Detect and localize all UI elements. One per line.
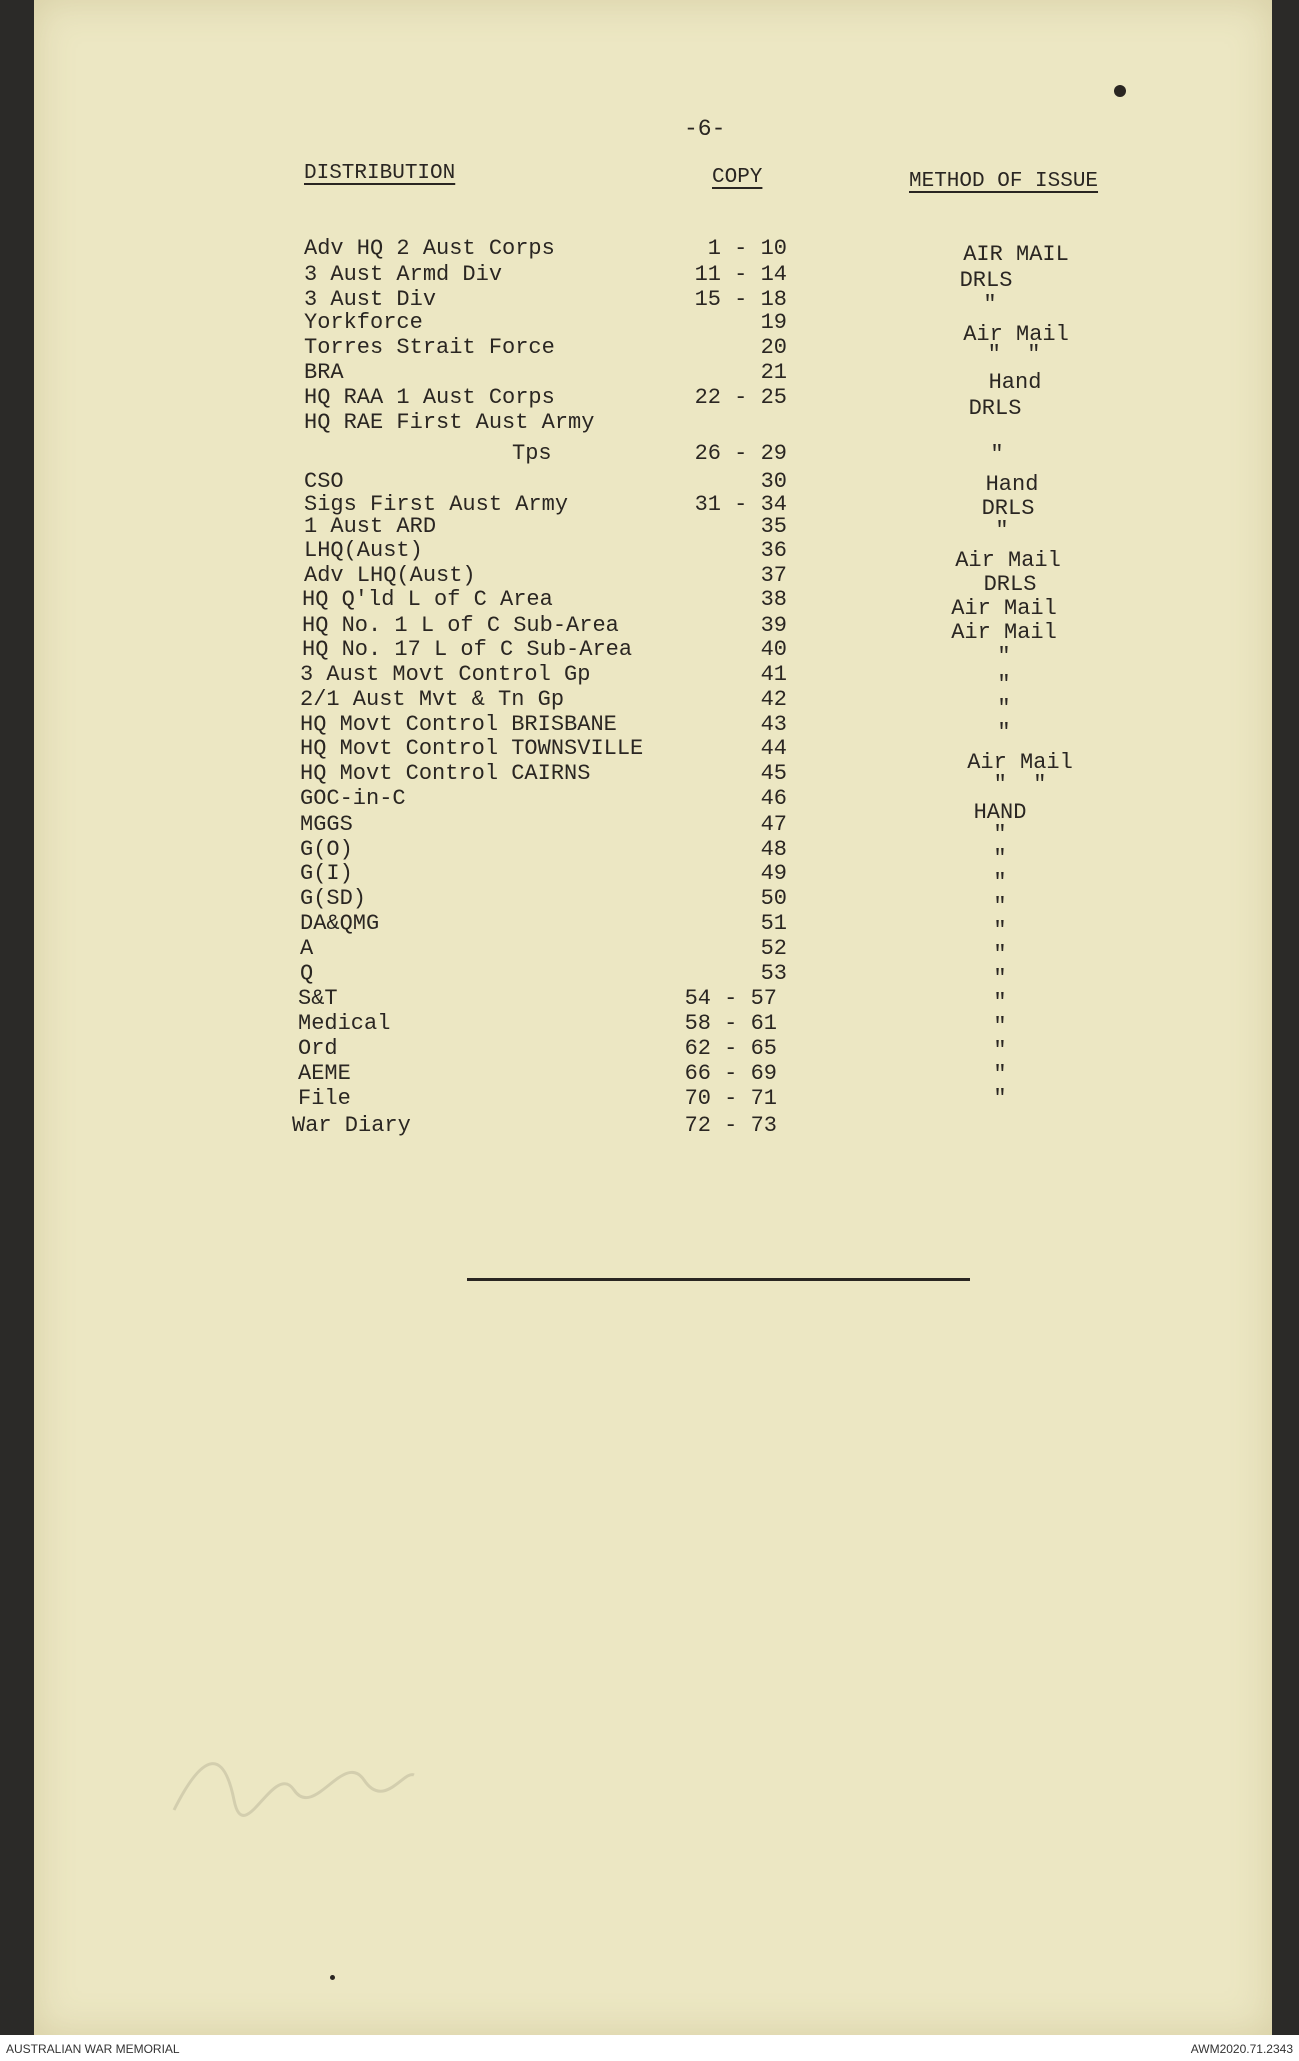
distribution-name: Adv LHQ(Aust)	[304, 563, 476, 588]
copy-range: 51	[760, 911, 787, 936]
ink-dot	[330, 1975, 335, 1980]
distribution-name: BRA	[304, 360, 344, 385]
faint-signature-graphic	[164, 1730, 424, 1840]
distribution-name: CSO	[304, 469, 344, 494]
copy-range: 15 - 18	[694, 287, 787, 312]
distribution-name: 3 Aust Armd Div	[304, 262, 503, 287]
distribution-name: Sigs First Aust Army	[304, 492, 569, 517]
copy-range: 37	[760, 563, 787, 588]
copy-range: 19	[760, 310, 787, 335]
distribution-name: HQ RAE First Aust Army	[304, 410, 595, 435]
copy-range: 42	[760, 687, 787, 712]
distribution-name: 3 Aust Div	[304, 287, 437, 312]
copy-range: 44	[760, 736, 787, 761]
copy-range: 50	[760, 886, 787, 911]
distribution-name: HQ Movt Control TOWNSVILLE	[300, 736, 644, 761]
copy-range: 72 - 73	[684, 1113, 777, 1138]
issue-method: "	[993, 1086, 1007, 1111]
issue-method: "	[993, 918, 1007, 943]
copy-range: 11 - 14	[694, 262, 787, 287]
copy-range: 54 - 57	[684, 986, 777, 1011]
distribution-name: 1 Aust ARD	[304, 514, 437, 539]
copy-range: 49	[760, 861, 787, 886]
issue-method: Air Mail	[955, 548, 1061, 573]
copy-range: 66 - 69	[684, 1061, 777, 1086]
issue-method: Air Mail	[963, 322, 1069, 347]
issue-method: "	[983, 292, 997, 317]
distribution-name: G(SD)	[300, 886, 367, 911]
distribution-name: HQ Q'ld L of C Area	[302, 587, 553, 612]
copy-range: 31 - 34	[694, 492, 787, 517]
issue-method: Air Mail	[951, 596, 1057, 621]
distribution-name: HQ Movt Control CAIRNS	[300, 761, 591, 786]
archive-footer	[0, 2035, 1299, 2061]
copy-range: 58 - 61	[684, 1011, 777, 1036]
copy-range: 46	[760, 786, 787, 811]
copy-range: 62 - 65	[684, 1036, 777, 1061]
distribution-name: HQ No. 17 L of C Sub-Area	[302, 637, 633, 662]
issue-method: "	[993, 846, 1007, 871]
issue-method: " "	[987, 342, 1041, 367]
copy-range: 30	[760, 469, 787, 494]
issue-method: Air Mail	[951, 620, 1057, 645]
end-rule	[467, 1278, 970, 1281]
distribution-name: Torres Strait Force	[304, 335, 555, 360]
copy-range: 40	[760, 637, 787, 662]
copy-range: 52	[760, 936, 787, 961]
issue-method: Hand	[985, 472, 1039, 497]
distribution-name: Tps	[512, 441, 552, 466]
distribution-name: HQ No. 1 L of C Sub-Area	[302, 613, 619, 638]
issue-method: "	[993, 894, 1007, 919]
issue-method: " "	[993, 772, 1047, 797]
copy-range: 22 - 25	[694, 385, 787, 410]
method-header: METHOD OF ISSUE	[909, 170, 1099, 193]
distribution-name: LHQ(Aust)	[304, 538, 423, 563]
issue-method: DRLS	[981, 496, 1035, 521]
issue-method: "	[993, 822, 1007, 847]
issue-method: DRLS	[968, 396, 1022, 421]
distribution-name: DA&QMG	[300, 911, 380, 936]
distribution-name: AEME	[298, 1061, 351, 1086]
copy-range: 21	[760, 360, 787, 385]
copy-range: 20	[760, 335, 787, 360]
distribution-name: GOC-in-C	[300, 786, 406, 811]
copy-header: COPY	[712, 166, 763, 189]
issue-method: Hand	[988, 370, 1042, 395]
issue-method: "	[993, 942, 1007, 967]
distribution-name: Yorkforce	[304, 310, 423, 335]
distribution-name: Medical	[298, 1011, 391, 1036]
issue-method: "	[997, 720, 1011, 745]
issue-method: "	[997, 672, 1011, 697]
distribution-name: Adv HQ 2 Aust Corps	[304, 236, 555, 261]
copy-range: 39	[760, 613, 787, 638]
distribution-name: HQ RAA 1 Aust Corps	[304, 385, 555, 410]
copy-range: 41	[760, 662, 787, 687]
issue-method: DRLS	[959, 268, 1013, 293]
issue-method: "	[995, 518, 1009, 543]
copy-range: 38	[760, 587, 787, 612]
issue-method: "	[993, 990, 1007, 1015]
copy-range: 26 - 29	[694, 441, 787, 466]
distribution-name: Q	[300, 961, 314, 986]
copy-range: 48	[760, 837, 787, 862]
copy-range: 53	[760, 961, 787, 986]
issue-method: AIR MAIL	[963, 242, 1069, 267]
distribution-name: HQ Movt Control BRISBANE	[300, 712, 617, 737]
ink-mark	[1114, 85, 1126, 97]
issue-method: "	[993, 1038, 1007, 1063]
footer-reference: AWM2020.71.2343	[1190, 2042, 1293, 2056]
issue-method: "	[993, 1062, 1007, 1087]
issue-method: HAND	[973, 800, 1027, 825]
distribution-name: G(I)	[300, 861, 353, 886]
copy-range: 36	[760, 538, 787, 563]
issue-method: "	[993, 1014, 1007, 1039]
distribution-name: S&T	[298, 986, 338, 1011]
issue-method: DRLS	[983, 572, 1037, 597]
issue-method: "	[990, 442, 1004, 467]
footer-institution: AUSTRALIAN WAR MEMORIAL	[6, 2042, 180, 2056]
issue-method: "	[993, 966, 1007, 991]
document-page	[34, 0, 1272, 2035]
copy-range: 35	[760, 514, 787, 539]
distribution-name: MGGS	[300, 812, 353, 837]
distribution-name: File	[298, 1086, 351, 1111]
distribution-name: G(O)	[300, 837, 353, 862]
issue-method: "	[993, 870, 1007, 895]
issue-method: "	[997, 696, 1011, 721]
distribution-header: DISTRIBUTION	[304, 162, 456, 185]
copy-range: 70 - 71	[684, 1086, 777, 1111]
distribution-name: 2/1 Aust Mvt & Tn Gp	[300, 687, 565, 712]
distribution-name: Ord	[298, 1036, 338, 1061]
copy-range: 45	[760, 761, 787, 786]
page-number: -6-	[684, 116, 726, 142]
distribution-name: 3 Aust Movt Control Gp	[300, 662, 591, 687]
copy-range: 1 - 10	[707, 236, 787, 261]
distribution-name: A	[300, 936, 314, 961]
issue-method: Air Mail	[967, 750, 1073, 775]
issue-method: "	[997, 644, 1011, 669]
copy-range: 47	[760, 812, 787, 837]
copy-range: 43	[760, 712, 787, 737]
distribution-name: War Diary	[292, 1113, 411, 1138]
